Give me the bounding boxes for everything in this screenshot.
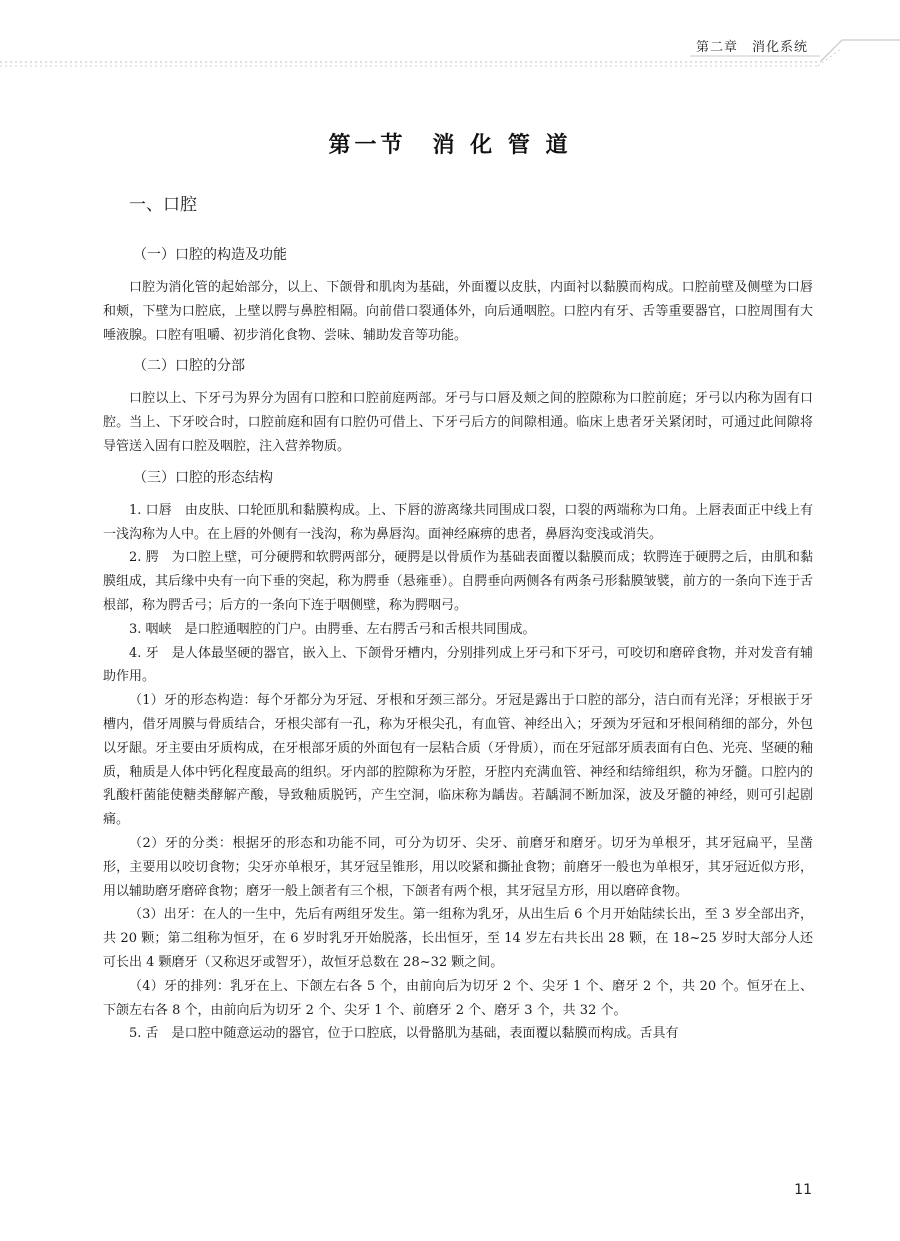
item-teeth-arrangement: （4）牙的排列：乳牙在上、下颌左右各 5 个，由前向后为切牙 2 个、尖牙 1 个、磨牙 2 个，共 20 个。恒牙在上、下颌左右各 8 个，由前向后为切牙 2 个、尖牙 1 个、前磨牙 2 个、磨牙 3 个，共 32 个。	[103, 978, 813, 1018]
item-palate: 2. 腭 为口腔上壁，可分硬腭和软腭两部分，硬腭是以骨质作为基础表面覆以黏膜而成；软腭连于硬腭之后，由肌和黏膜组成，其后缘中央有一向下垂的突起，称为腭垂（悬雍垂）。自腭垂向两侧各有两条弓形黏膜皱襞，前方的一条向下连于舌根部，称为腭舌弓；后方的一条向下连于咽侧壁，称为腭咽弓。	[103, 550, 813, 613]
page-header	[0, 0, 900, 80]
paragraph-structure-function: 口腔为消化管的起始部分，以上、下颌骨和肌肉为基础，外面覆以皮肤，内面衬以黏膜而构成。口腔前壁及侧壁为口唇和颊，下壁为口腔底，上壁以腭与鼻腔相隔。向前借口裂通体外，向后通咽腔。口腔内有牙、舌等重要器官，口腔周围有大唾液腺。口腔有咀嚼、初步消化食物、尝味、辅助发音等功能。	[103, 280, 813, 343]
item-lips: 1. 口唇 由皮肤、口轮匝肌和黏膜构成。上、下唇的游离缘共同围成口裂，口裂的两端称为口角。上唇表面正中线上有一浅沟称为人中。在上唇的外侧有一浅沟，称为鼻唇沟。面神经麻痹的患者，鼻唇沟变浅或消失。	[103, 502, 813, 542]
chapter-label: 第二章 消化系统	[695, 40, 808, 55]
item-tongue: 5. 舌 是口腔中随意运动的器官，位于口腔底，以骨骼肌为基础，表面覆以黏膜而构成。舌具有	[129, 1026, 679, 1042]
page-number: 11	[794, 1182, 812, 1198]
subheading-divisions: （二）口腔的分部	[133, 358, 245, 375]
item-teeth: 4. 牙 是人体最坚硬的器官，嵌入上、下颌骨牙槽内，分别排列成上牙弓和下牙弓，可咬切和磨碎食物，并对发音有辅助作用。	[103, 645, 813, 685]
heading-oral-cavity: 一、口腔	[129, 195, 197, 215]
section-title: 第一节 消 化 管 道	[328, 133, 572, 158]
subheading-structure-function: （一）口腔的构造及功能	[133, 247, 287, 263]
item-isthmus: 3. 咽峡 是口腔通咽腔的门户。由腭垂、左右腭舌弓和舌根共同围成。	[129, 621, 536, 637]
item-teeth-structure: （1）牙的形态构造：每个牙都分为牙冠、牙根和牙颈三部分。牙冠是露出于口腔的部分，洁白而有光泽；牙根嵌于牙槽内，借牙周膜与骨质结合，牙根尖部有一孔，称为牙根尖孔，有血管、神经出入；牙颈为牙冠和牙根间稍细的部分，外包以牙龈。牙主要由牙质构成，在牙根部牙质的外面包有一层粘合质（牙骨质），而在牙冠部牙质表面有白色、光亮、坚硬的釉质，釉质是人体中钙化程度最高的组织。牙内部的腔隙称为牙腔，牙腔内充满血管、神经和结缔组织，称为牙髓。口腔内的乳酸杆菌能使糖类酵解产酸，导致釉质脱钙，产生空洞，临床称为龋齿。若龋洞不断加深，波及牙髓的神经，则可引起剧痛。	[103, 693, 813, 828]
subheading-morphology: （三）口腔的形态结构	[133, 469, 273, 486]
item-teeth-types: （2）牙的分类：根据牙的形态和功能不同，可分为切牙、尖牙、前磨牙和磨牙。切牙为单根牙，其牙冠扁平，呈凿形，主要用以咬切食物；尖牙亦单根牙，其牙冠呈锥形，用以咬紧和撕扯食物；前磨牙一般也为单根牙，其牙冠近似方形，用以辅助磨牙磨碎食物；磨牙一般上颌者有三个根，下颌者有两个根，其牙冠呈方形，用以磨碎食物。	[103, 835, 813, 899]
paragraph-divisions: 口腔以上、下牙弓为界分为固有口腔和口腔前庭两部。牙弓与口唇及颊之间的腔隙称为口腔前庭；牙弓以内称为固有口腔。当上、下牙咬合时，口腔前庭和固有口腔仍可借上、下牙弓后方的间隙相通。临床上患者牙关紧闭时，可通过此间隙将导管送入固有口腔及咽腔，注入营养物质。	[103, 391, 813, 454]
item-teeth-eruption: （3）出牙：在人的一生中，先后有两组牙发生。第一组称为乳牙，从出生后 6 个月开始陆续长出，至 3 岁全部出齐，共 20 颗；第二组称为恒牙，在 6 岁时乳牙开始脱落，长出恒牙，至 14 岁左右共长出 28 颗，在 18~25 岁时大部分人还可长出 4 颗磨牙（又称迟牙或智牙），故恒牙总数在 28~32 颗之间。	[103, 907, 813, 970]
page-body	[103, 190, 813, 1046]
